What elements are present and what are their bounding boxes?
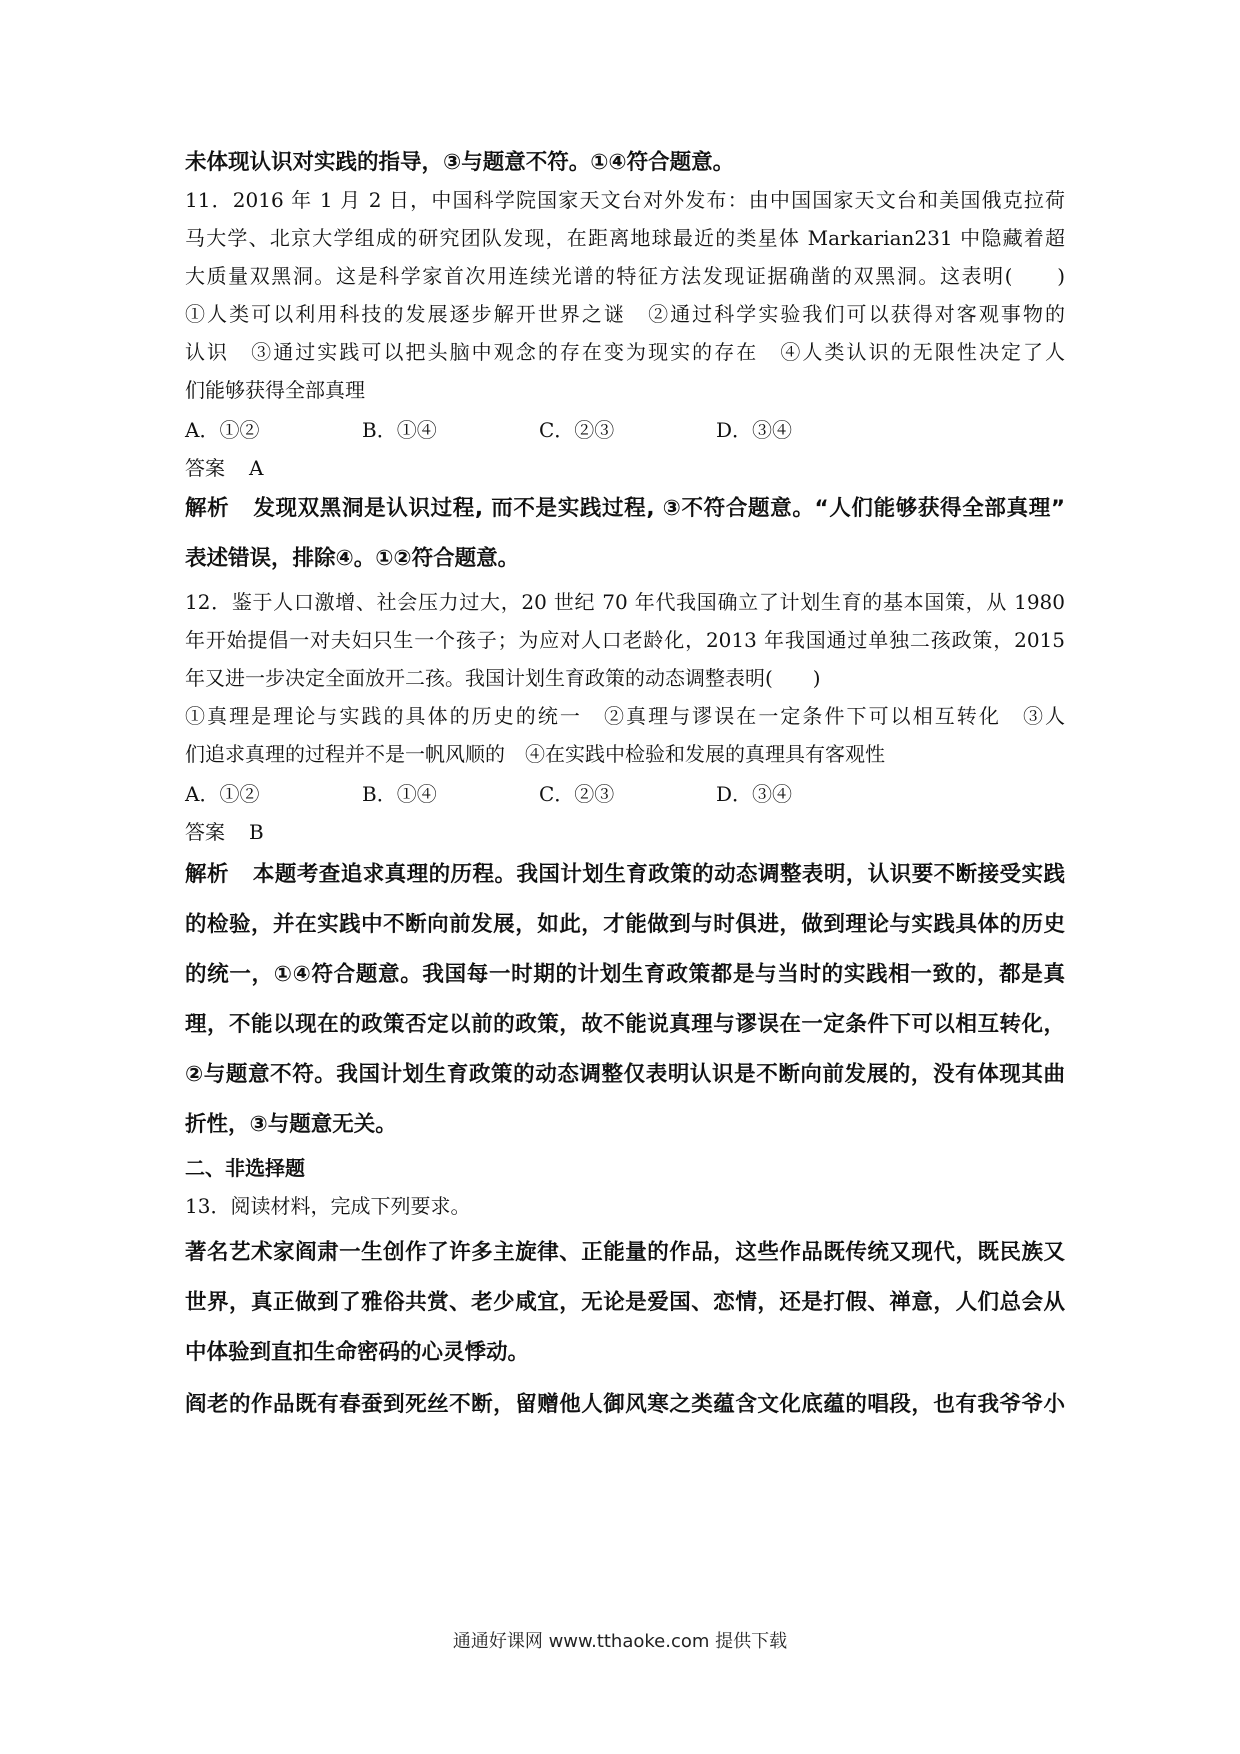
q12-analysis-line-1	[185, 860, 1065, 889]
q12-line-5: 们追求真理的过程并不是一帆风顺的 ④在实践中检验和发展的真理具有客观性	[185, 742, 885, 766]
q12-answer	[185, 818, 264, 847]
q13-material-line-2: 世界，真正做到了雅俗共赏、老少咸宜，无论是爱国、恋情，还是打假、禅意，人们总会从	[185, 1290, 1065, 1315]
q11-line-4: ①人类可以利用科技的发展逐步解开世界之谜 ②通过科学实验我们可以获得对客观事物的	[185, 302, 1065, 326]
footer-text: 通通好课网 www.tthaoke.com 提供下载	[452, 1631, 788, 1652]
q12-analysis-line-4: 理，不能以现在的政策否定以前的政策，故不能说真理与谬误在一定条件下可以相互转化，	[185, 1012, 1065, 1037]
q12-line-2: 年开始提倡一对夫妇只生一个孩子；为应对人口老龄化，2013 年我国通过单独二孩政策，2015	[185, 628, 1065, 652]
q11-analysis-line-2: 表述错误，排除④。①②符合题意。	[185, 546, 520, 571]
analysis-label: 解析	[185, 862, 229, 887]
analysis-label: 解析	[185, 496, 230, 521]
q13-material-line-3: 中体验到直扣生命密码的心灵悸动。	[185, 1340, 530, 1365]
q11-line-5: 认识 ③通过实践可以把头脑中观念的存在变为现实的存在 ④人类认识的无限性决定了人	[185, 340, 1065, 364]
q11-option-a: A．①②	[185, 418, 260, 442]
document-page	[185, 148, 1065, 1417]
q12-line-3: 年又进一步决定全面放开二孩。我国计划生育政策的动态调整表明( )	[185, 666, 821, 690]
q11-option-c: C．②③	[539, 418, 615, 442]
q12-option-c: C．②③	[539, 782, 615, 806]
intro-line: 未体现认识对实践的指导，③与题意不符。①④符合题意。	[185, 150, 735, 175]
q11-line-2: 马大学、北京大学组成的研究团队发现，在距离地球最近的类星体 Markarian231 中隐藏着超	[185, 226, 1065, 250]
section-title: 二、非选择题	[185, 1156, 305, 1180]
q12-analysis-line-5: ②与题意不符。我国计划生育政策的动态调整仅表明认识是不断向前发展的，没有体现其曲	[185, 1062, 1065, 1087]
q11-line-6: 们能够获得全部真理	[185, 378, 365, 402]
q12-analysis-text-1: 本题考查追求真理的历程。我国计划生育政策的动态调整表明，认识要不断接受实践	[252, 862, 1065, 887]
q11-options	[185, 416, 893, 445]
q13-material-line-1: 著名艺术家阎肃一生创作了许多主旋律、正能量的作品，这些作品既传统又现代，既民族又	[185, 1240, 1065, 1265]
q12-analysis-line-3: 的统一，①④符合题意。我国每一时期的计划生育政策都是与当时的实践相一致的，都是真	[185, 962, 1065, 987]
q11-line-1: 11．2016 年 1 月 2 日，中国科学院国家天文台对外发布：由中国国家天文台和美国俄克拉荷	[185, 188, 1065, 212]
q13-material-line-4: 阎老的作品既有春蚕到死丝不断，留赠他人御风寒之类蕴含文化底蕴的唱段，也有我爷爷小	[185, 1392, 1065, 1417]
q12-line-4: ①真理是理论与实践的具体的历史的统一 ②真理与谬误在一定条件下可以相互转化 ③人	[185, 704, 1065, 728]
answer-label: 答案	[185, 820, 225, 844]
q12-option-d: D．③④	[716, 782, 793, 806]
q11-option-d: D．③④	[716, 418, 793, 442]
q11-analysis-text-1: 发现双黑洞是认识过程, 而不是实践过程, ③不符合题意。“人们能够获得全部真理”	[253, 496, 1065, 521]
q11-analysis-line-1	[185, 494, 1065, 523]
q12-option-a: A．①②	[185, 782, 260, 806]
q12-line-1: 12．鉴于人口激增、社会压力过大，20 世纪 70 年代我国确立了计划生育的基本国策，从 1980	[185, 590, 1065, 614]
q12-analysis-line-6: 折性，③与题意无关。	[185, 1112, 397, 1137]
answer-label: 答案	[185, 456, 225, 480]
q13-prompt: 13．阅读材料，完成下列要求。	[185, 1194, 471, 1218]
answer-value: B	[249, 820, 264, 844]
q11-answer	[185, 454, 263, 483]
q12-options	[185, 780, 893, 809]
q11-line-3: 大质量双黑洞。这是科学家首次用连续光谱的特征方法发现证据确凿的双黑洞。这表明( )	[185, 264, 1065, 288]
q11-option-b: B．①④	[362, 418, 437, 442]
q12-analysis-line-2: 的检验，并在实践中不断向前发展，如此，才能做到与时俱进，做到理论与实践具体的历史	[185, 912, 1065, 937]
answer-value: A	[249, 456, 264, 480]
q12-option-b: B．①④	[362, 782, 437, 806]
